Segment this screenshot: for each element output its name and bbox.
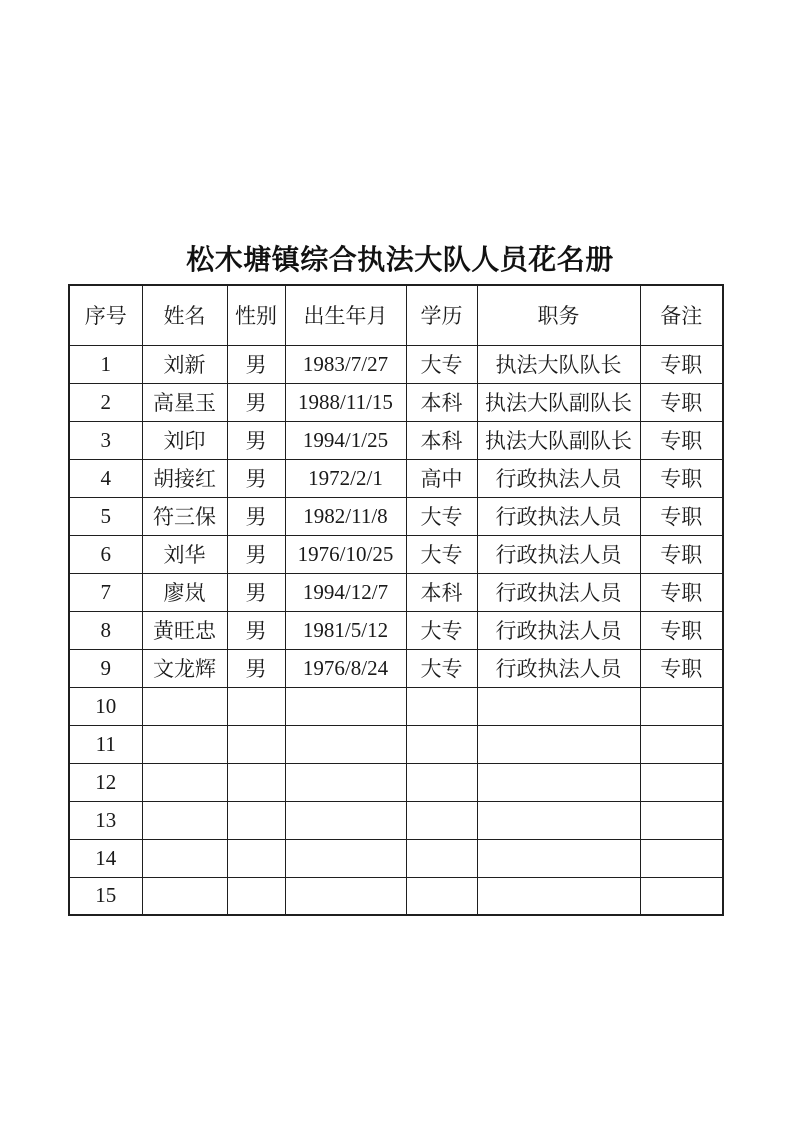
cell-gender [227, 687, 285, 725]
cell-position: 行政执法人员 [477, 535, 640, 573]
col-header-remark: 备注 [640, 285, 723, 345]
cell-remark: 专职 [640, 649, 723, 687]
col-header-birthdate: 出生年月 [285, 285, 406, 345]
cell-education [406, 801, 477, 839]
cell-name: 文龙辉 [142, 649, 227, 687]
table-row [69, 649, 723, 687]
page-title: 松木塘镇综合执法大队人员花名册 [186, 245, 614, 276]
cell-name: 刘华 [142, 535, 227, 573]
table-row [69, 725, 723, 763]
col-header-education: 学历 [406, 285, 477, 345]
cell-position [477, 801, 640, 839]
cell-remark: 专职 [640, 459, 723, 497]
table-header-row [69, 285, 723, 345]
cell-birthdate [285, 725, 406, 763]
cell-gender: 男 [227, 421, 285, 459]
cell-index: 7 [69, 573, 142, 611]
table-row [69, 345, 723, 383]
cell-name: 黄旺忠 [142, 611, 227, 649]
table-row [69, 497, 723, 535]
cell-gender [227, 839, 285, 877]
cell-remark [640, 801, 723, 839]
cell-position [477, 763, 640, 801]
cell-birthdate: 1983/7/27 [285, 345, 406, 383]
cell-education: 本科 [406, 383, 477, 421]
cell-birthdate [285, 877, 406, 915]
cell-name: 符三保 [142, 497, 227, 535]
cell-name: 高星玉 [142, 383, 227, 421]
cell-gender: 男 [227, 459, 285, 497]
cell-remark [640, 763, 723, 801]
cell-name: 刘新 [142, 345, 227, 383]
cell-name: 廖岚 [142, 573, 227, 611]
cell-position: 行政执法人员 [477, 573, 640, 611]
cell-birthdate [285, 687, 406, 725]
cell-gender: 男 [227, 649, 285, 687]
col-header-position: 职务 [477, 285, 640, 345]
cell-birthdate: 1994/1/25 [285, 421, 406, 459]
table-row [69, 877, 723, 915]
cell-index: 2 [69, 383, 142, 421]
cell-birthdate: 1982/11/8 [285, 497, 406, 535]
cell-name [142, 877, 227, 915]
cell-index: 9 [69, 649, 142, 687]
cell-remark [640, 725, 723, 763]
cell-position: 行政执法人员 [477, 497, 640, 535]
cell-name [142, 725, 227, 763]
cell-gender [227, 725, 285, 763]
cell-name: 胡接红 [142, 459, 227, 497]
col-header-index: 序号 [69, 285, 142, 345]
cell-index: 5 [69, 497, 142, 535]
table-row [69, 421, 723, 459]
cell-name [142, 839, 227, 877]
cell-name [142, 801, 227, 839]
cell-remark: 专职 [640, 421, 723, 459]
cell-remark: 专职 [640, 345, 723, 383]
cell-remark [640, 839, 723, 877]
cell-birthdate [285, 801, 406, 839]
cell-education: 大专 [406, 611, 477, 649]
cell-gender [227, 877, 285, 915]
cell-education [406, 687, 477, 725]
cell-education: 大专 [406, 535, 477, 573]
cell-birthdate [285, 839, 406, 877]
cell-remark: 专职 [640, 383, 723, 421]
cell-birthdate: 1976/10/25 [285, 535, 406, 573]
cell-remark: 专职 [640, 611, 723, 649]
cell-index: 8 [69, 611, 142, 649]
table-row [69, 839, 723, 877]
cell-education [406, 839, 477, 877]
cell-index: 1 [69, 345, 142, 383]
cell-birthdate: 1988/11/15 [285, 383, 406, 421]
table-body [69, 345, 723, 915]
cell-gender [227, 763, 285, 801]
cell-education [406, 763, 477, 801]
cell-remark [640, 877, 723, 915]
cell-gender: 男 [227, 497, 285, 535]
table-row [69, 573, 723, 611]
cell-name [142, 763, 227, 801]
cell-index: 14 [69, 839, 142, 877]
cell-gender: 男 [227, 611, 285, 649]
cell-name [142, 687, 227, 725]
cell-remark [640, 687, 723, 725]
cell-gender: 男 [227, 383, 285, 421]
cell-gender: 男 [227, 535, 285, 573]
col-header-name: 姓名 [142, 285, 227, 345]
cell-education: 本科 [406, 573, 477, 611]
cell-index: 15 [69, 877, 142, 915]
cell-education [406, 877, 477, 915]
cell-remark: 专职 [640, 535, 723, 573]
cell-index: 4 [69, 459, 142, 497]
cell-remark: 专职 [640, 497, 723, 535]
cell-education: 大专 [406, 497, 477, 535]
table-row [69, 611, 723, 649]
cell-education [406, 725, 477, 763]
table-row [69, 459, 723, 497]
cell-position: 行政执法人员 [477, 459, 640, 497]
cell-birthdate [285, 763, 406, 801]
cell-position: 行政执法人员 [477, 649, 640, 687]
cell-position: 行政执法人员 [477, 611, 640, 649]
cell-position: 执法大队副队长 [477, 383, 640, 421]
roster-table [68, 284, 724, 916]
cell-gender: 男 [227, 345, 285, 383]
cell-education: 本科 [406, 421, 477, 459]
col-header-gender: 性别 [227, 285, 285, 345]
cell-position: 执法大队队长 [477, 345, 640, 383]
cell-birthdate: 1972/2/1 [285, 459, 406, 497]
cell-birthdate: 1976/8/24 [285, 649, 406, 687]
cell-index: 11 [69, 725, 142, 763]
cell-gender: 男 [227, 573, 285, 611]
cell-position: 执法大队副队长 [477, 421, 640, 459]
cell-education: 高中 [406, 459, 477, 497]
cell-position [477, 877, 640, 915]
cell-remark: 专职 [640, 573, 723, 611]
table-row [69, 801, 723, 839]
cell-birthdate: 1994/12/7 [285, 573, 406, 611]
cell-index: 3 [69, 421, 142, 459]
cell-education: 大专 [406, 345, 477, 383]
table-row [69, 687, 723, 725]
cell-education: 大专 [406, 649, 477, 687]
cell-index: 6 [69, 535, 142, 573]
table-row [69, 763, 723, 801]
cell-birthdate: 1981/5/12 [285, 611, 406, 649]
table-row [69, 535, 723, 573]
table-row [69, 383, 723, 421]
cell-index: 13 [69, 801, 142, 839]
cell-index: 10 [69, 687, 142, 725]
cell-position [477, 725, 640, 763]
cell-name: 刘印 [142, 421, 227, 459]
cell-gender [227, 801, 285, 839]
cell-position [477, 839, 640, 877]
cell-index: 12 [69, 763, 142, 801]
cell-position [477, 687, 640, 725]
